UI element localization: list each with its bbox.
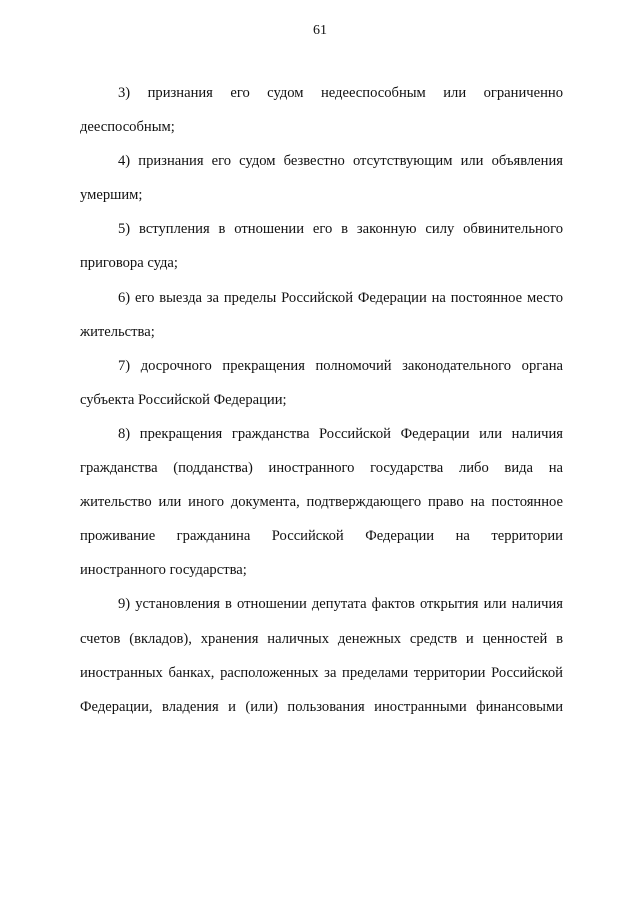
paragraph-item-6: 6) его выезда за пределы Российской Федерации на постоянное место жительства;	[80, 289, 563, 340]
paragraph-item-8: 8) прекращения гражданства Российской Федерации или наличия гражданства (подданства) иностранного государства либо вида на жительство или иного документа, подтверждающего право на постоянное проживание гражданина Российской Федерации на территории иностранного государства;	[80, 425, 563, 579]
paragraph-item-7: 7) досрочного прекращения полномочий законодательного органа субъекта Российской Федерации;	[80, 357, 563, 408]
paragraph-item-9: 9) установления в отношении депутата фактов открытия или наличия счетов (вкладов), хранения наличных денежных средств и ценностей в иностранных банках, расположенных за пределами территории Российской Федерации, владения и (или) пользования иностранными финансовыми	[80, 596, 563, 715]
document-body	[80, 76, 563, 724]
paragraph-item-5: 5) вступления в отношении его в законную силу обвинительного приговора суда;	[80, 221, 563, 272]
paragraph-item-4: 4) признания его судом безвестно отсутствующим или объявления умершим;	[80, 153, 563, 204]
page-number: 61	[313, 23, 327, 38]
paragraph-item-3: 3) признания его судом недееспособным или ограниченно дееспособным;	[80, 85, 563, 136]
